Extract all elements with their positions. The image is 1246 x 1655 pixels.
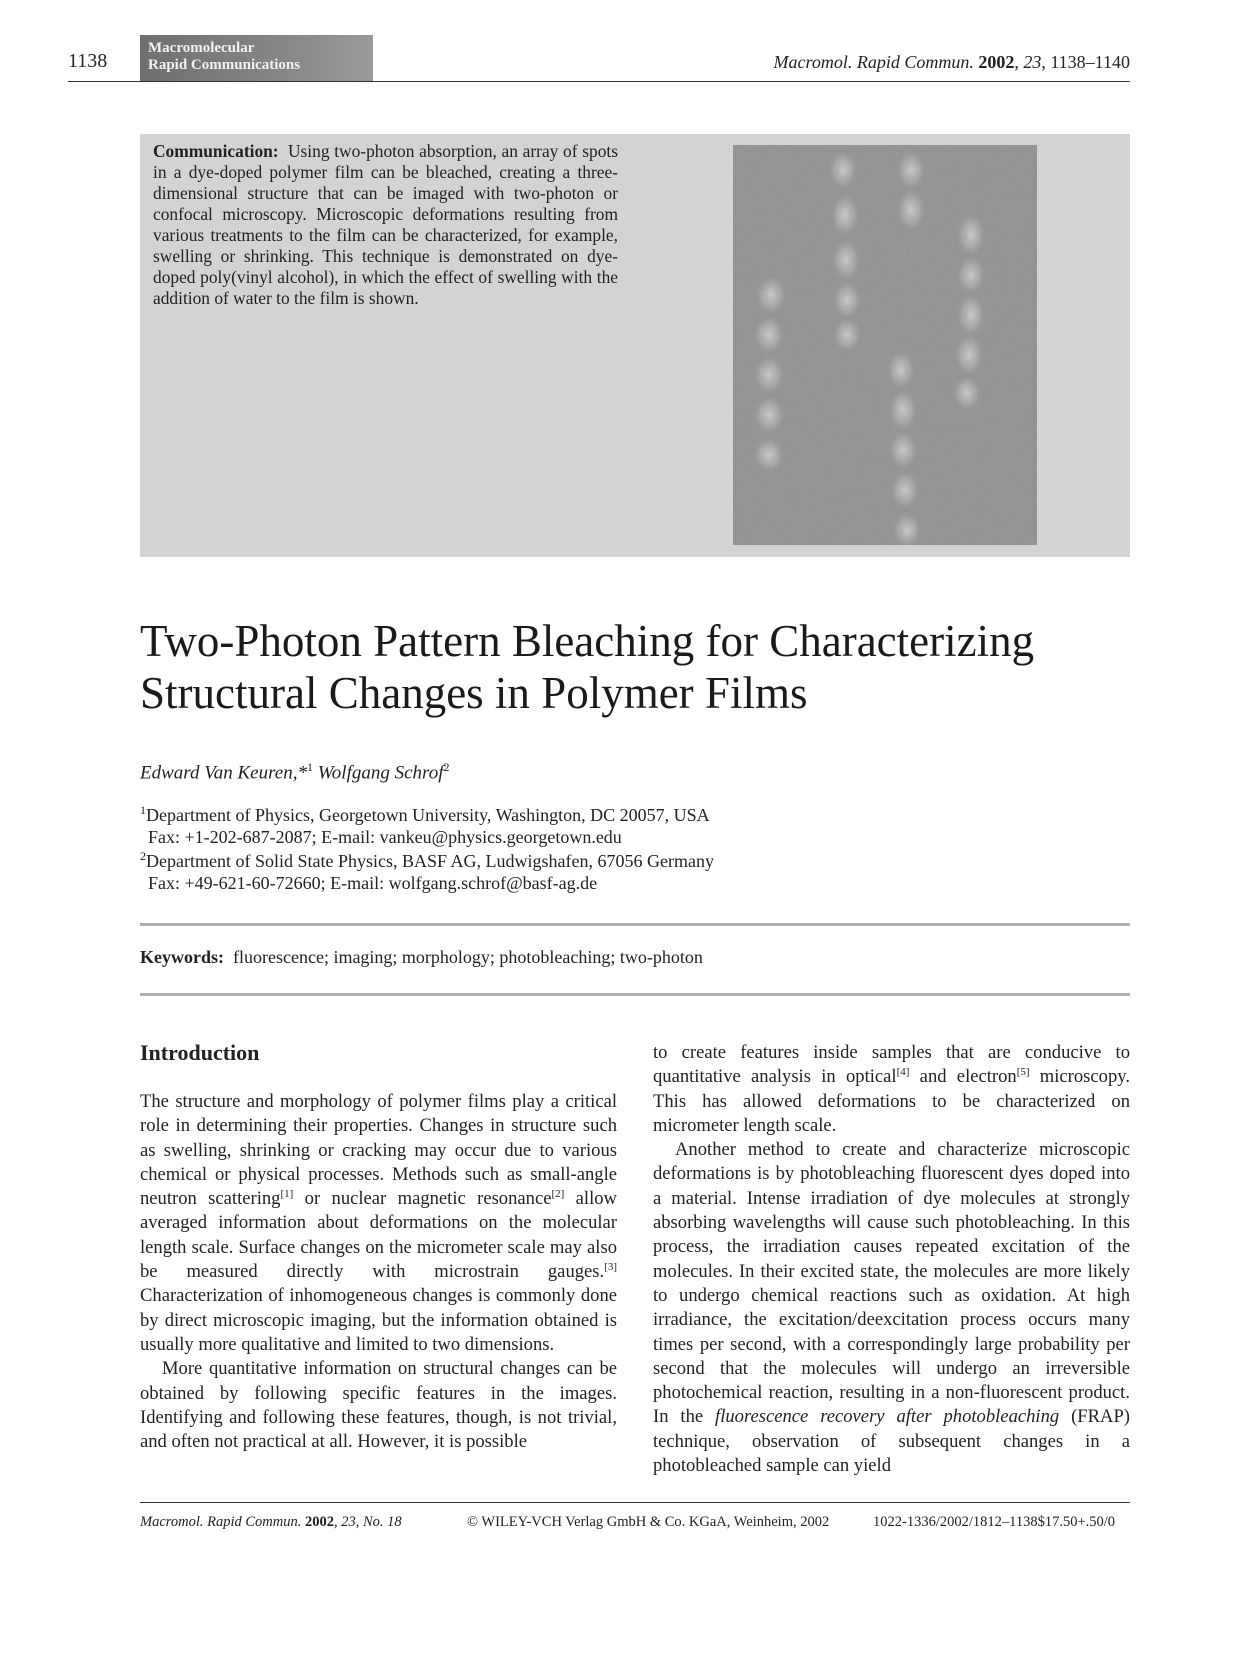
paragraph (653, 1138, 1130, 1478)
title-line-1: Two-Photon Pattern Bleaching for Characterizing (140, 616, 1035, 666)
footer-issue: , 23, No. 18 (334, 1514, 402, 1530)
abstract-label: Communication: (153, 141, 279, 161)
micrograph-image (733, 145, 1037, 545)
section-heading-introduction: Introduction (140, 1040, 260, 1065)
affiliation-1-dept: Department of Physics, Georgetown University, Washington, DC 20057, USA (146, 805, 710, 825)
paper-title (140, 615, 1120, 719)
affiliation-2 (140, 845, 714, 894)
keywords-list: fluorescence; imaging; morphology; photobleaching; two-photon (233, 947, 703, 967)
author-2: Wolfgang Schrof (317, 762, 444, 784)
abstract-body: Using two-photon absorption, an array of spots in a dye-doped polymer film can be bleached, creating a three-dimensional structure that can be imaged with two-photon or confocal microscopy. Microscopic deformations resulting from various treatments to the film can be characterized, for example, swelling or shrinking. This technique is demonstrated on dye-doped poly(vinyl alcohol), in which the effect of swelling with the addition of water to the film is shown. (153, 141, 618, 308)
paragraph (653, 1041, 1130, 1138)
logo-line-2: Rapid Communications (148, 57, 301, 73)
text-run: allow averaged information about deformations on the molecular length scale. Surface changes on the micrometer scale may also be measured directly with microstrain gauges. (140, 1188, 617, 1283)
header-pages: 1138–1140 (1050, 52, 1130, 72)
footer-issn: 1022-1336/2002/1812–1138$17.50+.50/0 (873, 1514, 1116, 1530)
footer-year: 2002 (305, 1514, 334, 1530)
reference-citation: [3] (604, 1260, 617, 1273)
author-2-affil: 2 (443, 760, 450, 774)
text-run: (FRAP) technique, observation of subsequent changes in a photobleached sample can yield (653, 1406, 1130, 1477)
text-run: The structure and morphology of polymer films play a critical role in determining their properties. Changes in structure such as swelling, shrinking or cracking may occur due to various chemical or physical processes. Methods such as small-angle neutron scattering (140, 1091, 617, 1210)
keywords-bottom-rule (140, 993, 1130, 996)
keywords (140, 947, 703, 968)
paragraph (140, 1090, 617, 1357)
paragraph: More quantitative information on structural changes can be obtained by following specific features in the images. Identifying and following these features, though, is not trivial, and often not practical at all. However, it is possible (140, 1358, 617, 1453)
logo-line-1: Macromolecular (148, 40, 255, 56)
emphasis: fluorescence recovery after photobleaching (715, 1406, 1060, 1428)
affiliation-2-dept: Department of Solid State Physics, BASF AG, Ludwigshafen, 67056 Germany (146, 851, 714, 871)
footer-rule (140, 1502, 1130, 1503)
affiliation-1-sup: 1 (140, 803, 146, 817)
affiliation-2-sup: 2 (140, 849, 146, 863)
text-run: microscopy. This has allowed deformations to be characterized on micrometer length scale. (653, 1066, 1130, 1136)
body-column-right (653, 1041, 1130, 1478)
header-volume: 23 (1023, 52, 1042, 72)
footer-copyright: © WILEY-VCH Verlag GmbH & Co. KGaA, Weinheim, 2002 (467, 1514, 830, 1530)
header-year: 2002 (978, 52, 1015, 72)
title-line-2: Structural Changes in Polymer Films (140, 668, 808, 718)
text-run: Characterization of inhomogeneous changes is commonly done by direct microscopic imaging, but the information obtained is usually more qualitative and limited to two dimensions. (140, 1285, 617, 1355)
keywords-top-rule (140, 923, 1130, 926)
header-rule (68, 81, 1130, 82)
page-number: 1138 (68, 50, 108, 72)
text-run: to create features inside samples that are conducive to quantitative analysis in optical (653, 1042, 1130, 1088)
author-1-affil: 1 (306, 760, 313, 774)
keywords-label: Keywords: (140, 947, 224, 967)
reference-citation: [4] (896, 1066, 910, 1079)
bleached-spot-array-image (733, 145, 1037, 545)
text-run: and electron (909, 1066, 1017, 1088)
reference-citation: [5] (1016, 1066, 1030, 1079)
footer-citation (140, 1514, 402, 1531)
header-citation: Macromol. Rapid Commun. 2002, 23, 1138–1140 (773, 52, 1130, 72)
affiliation-1-contact: Fax: +1-202-687-2087; E-mail: vankeu@physics.georgetown.edu (148, 827, 622, 847)
author-list (140, 760, 450, 784)
header-journal: Macromol. Rapid Commun. (773, 52, 974, 72)
footer-journal: Macromol. Rapid Commun. (140, 1514, 302, 1530)
body-column-left (140, 1090, 617, 1454)
journal-logo (140, 35, 373, 82)
abstract-text (153, 141, 618, 309)
author-1: Edward Van Keuren,* (140, 762, 307, 784)
text-run: or nuclear magnetic resonance (293, 1188, 552, 1210)
reference-citation: [2] (551, 1188, 565, 1200)
reference-citation: [1] (280, 1188, 294, 1200)
text-run: Another method to create and characterize microscopic deformations is by photobleaching fluorescent dyes doped into a material. Intense irradiation of dye molecules at strongly absorbing wavelengths will cause such photobleaching. In this process, the irradiation causes repeated excitation of the molecules. In their excited state, the molecules are more likely to undergo chemical reactions such as oxidation. At high irradiance, the excitation/deexcitation process occurs many times per second, with a correspondingly large probability per second that the molecules will undergo an irreversible photochemical reaction, resulting in a non-fluorescent product. In the (653, 1139, 1130, 1428)
affiliation-2-contact: Fax: +49-621-60-72660; E-mail: wolfgang.schrof@basf-ag.de (148, 873, 598, 893)
affiliation-1 (140, 799, 710, 848)
